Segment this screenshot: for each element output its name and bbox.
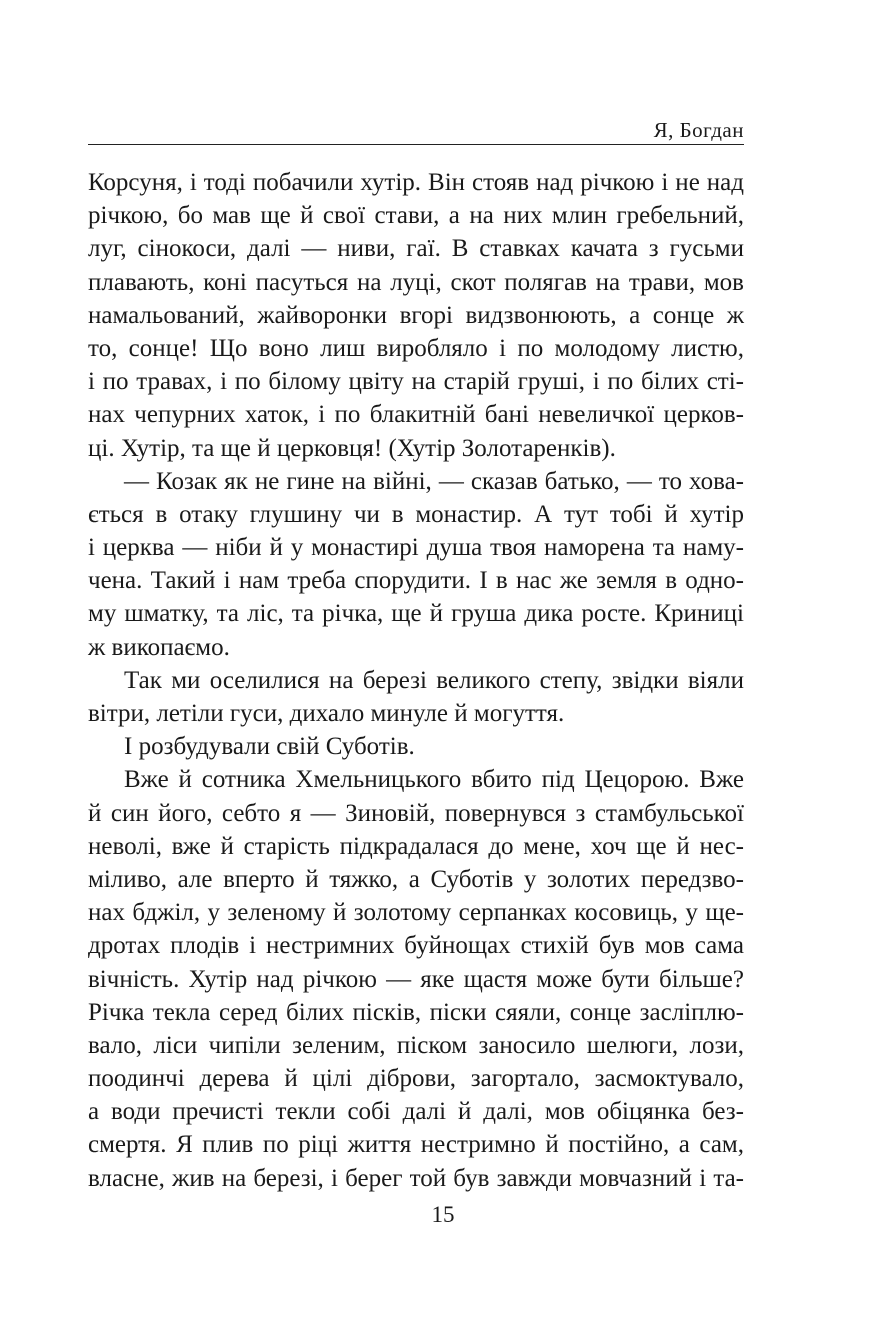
text-line: І розбудували свій Суботів. (124, 733, 415, 761)
page-number: 15 (431, 1202, 455, 1227)
text-line: власне, жив на березі, і берег той був завжди мовчазний і та- (88, 1164, 744, 1192)
text-line: нах чепурних хаток, і по блакитній бані невеличкої церков- (88, 401, 744, 429)
text-line: неволі, вже й старість підкрадалася до мене, хоч ще й нес- (88, 832, 744, 860)
running-head-title: Я, Богдан (653, 118, 744, 142)
text-line: вало, ліси чипіли зеленим, піском заносило шелюги, лози, (88, 1031, 744, 1059)
text-line: Річка текла серед білих пісків, піски сяяли, сонце засліплю- (88, 998, 744, 1026)
text-line: то, сонце! Що воно лиш виробляло і по молодому листю, (88, 334, 744, 362)
text-line: смертя. Я плив по ріці життя нестримно й постійно, а сам, (88, 1131, 744, 1159)
text-line: поодинчі дерева й цілі діброви, загортало, засмоктувало, (88, 1065, 744, 1093)
text-line: чена. Такий і нам треба спорудити. І в нас же земля в одно- (88, 567, 744, 595)
text-line: му шматку, та ліс, та річка, ще й груша дика росте. Криниці (88, 600, 744, 628)
text-line: Так ми оселилися на березі великого степу, звідки віяли (124, 666, 744, 694)
text-line: Корсуня, і тоді побачили хутір. Він стояв над річкою і не над (88, 169, 744, 196)
text-line: плавають, коні пасуться на луці, скот полягав на трави, мов (88, 268, 744, 296)
text-line: і по травах, і по білому цвіту на старій груші, і по білих сті- (88, 368, 744, 396)
text-line: річкою, бо мав ще й свої стави, а на них млин гребельний, (88, 202, 744, 230)
text-line: нах бджіл, у зеленому й золотому серпанках косовиць, у ще- (88, 899, 744, 927)
body-text (88, 166, 744, 1195)
text-line: — Козак як не гине на війні, — сказав батько, — то хова- (124, 467, 744, 495)
text-line: дротах плодів і нестримних буйнощах стихій був мов сама (88, 932, 744, 960)
text-line: і церква — ніби й у монастирі душа твоя наморена та наму- (88, 534, 744, 562)
text-line: вічність. Хутір над річкою — яке щастя може бути більше? (88, 965, 744, 993)
text-line: вітри, летіли гуси, дихало минуле й могуття. (88, 700, 565, 727)
text-line: міливо, але вперто й тяжко, а Суботів у золотих передзво- (88, 865, 744, 893)
text-line: Вже й сотника Хмельницького вбито під Цецорою. Вже (124, 766, 744, 794)
text-line: луг, сінокоси, далі — ниви, гаї. В ставках качата з гусьми (88, 235, 744, 263)
text-line: а води пречисті текли собі далі й далі, мов обіцянка без- (88, 1098, 744, 1126)
text-line: намальований, жайворонки вгорі видзвонюють, а сонце ж (88, 301, 744, 329)
text-line: ється в отаку глушину чи в монастир. А тут тобі й хутір (88, 500, 744, 528)
text-line: ж викопаємо. (88, 633, 230, 661)
text-line: ці. Хутір, та ще й церковця! (Хутір Золотаренків). (88, 434, 616, 462)
running-head (88, 118, 744, 145)
text-line: й син його, себто я — Зиновій, повернувся з стамбульської (88, 799, 744, 827)
